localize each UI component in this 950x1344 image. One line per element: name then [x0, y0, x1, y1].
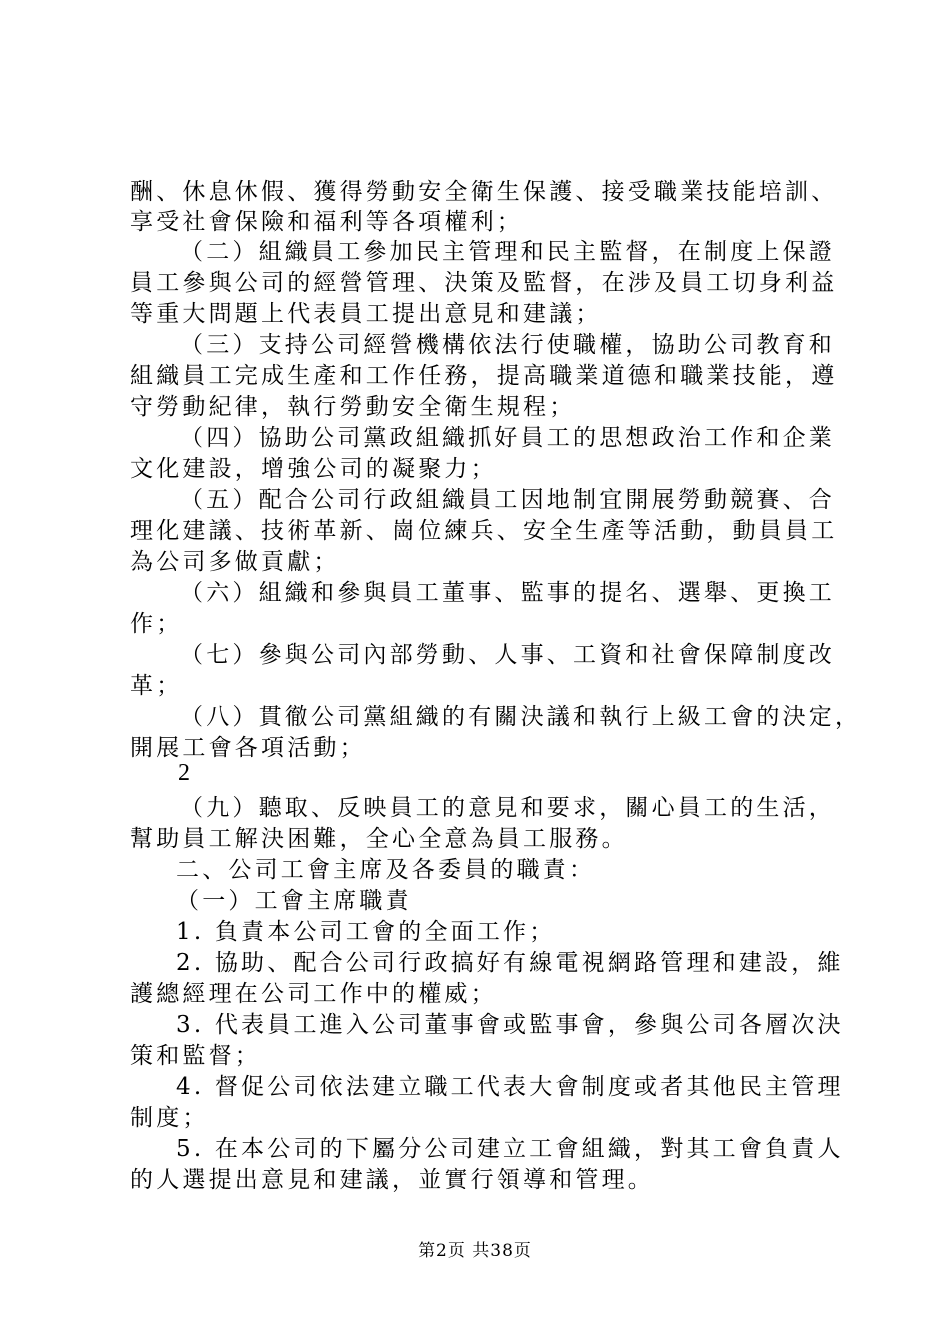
text-line: 文化建設，增強公司的凝聚力； — [130, 456, 497, 482]
text-line: 的人選提出意見和建議，並實行領導和管理。 — [130, 1167, 654, 1193]
text-line: 制度； — [130, 1105, 209, 1131]
text-line: 享受社會保險和福利等各項權利； — [130, 209, 523, 235]
page-footer: 第2页 共38页 — [418, 1241, 532, 1261]
section-heading: 二、公司工會主席及各委員的職責： — [176, 857, 596, 883]
text-line: 3. 代表員工進入公司董事會或監事會，參與公司各層次決 — [176, 1012, 844, 1038]
text-line: 革； — [130, 673, 183, 699]
text-line: （五）配合公司行政組織員工因地制宜開展勞動競賽、合 — [180, 487, 835, 513]
text-line: 為公司多做貢獻； — [130, 549, 340, 575]
text-line: 幫助員工解決困難，全心全意為員工服務。 — [130, 826, 628, 852]
inline-page-number: 2 — [178, 760, 190, 786]
text-line: （四）協助公司黨政組織抓好員工的思想政治工作和企業 — [180, 425, 835, 451]
text-line: 作； — [130, 611, 183, 637]
text-line: 理化建議、技術革新、崗位練兵、安全生產等活動，動員員工 — [130, 518, 838, 544]
text-line: （八）貫徹公司黨組織的有關決議和執行上級工會的決定， — [180, 704, 862, 730]
text-line: 等重大問題上代表員工提出意見和建議； — [130, 301, 602, 327]
text-line: 酬、休息休假、獲得勞動安全衛生保護、接受職業技能培訓、 — [130, 179, 838, 205]
text-line: 組織員工完成生產和工作任務，提高職業道德和職業技能，遵 — [130, 363, 838, 389]
text-line: 2. 協助、配合公司行政搞好有線電視網路管理和建設，維 — [176, 950, 844, 976]
text-line: （九）聽取、反映員工的意見和要求，關心員工的生活， — [180, 795, 835, 821]
text-line: 開展工會各項活動； — [130, 735, 366, 761]
text-line: （二）組織員工參加民主管理和民主監督，在制度上保證 — [180, 239, 835, 265]
text-line: 護總經理在公司工作中的權威； — [130, 981, 497, 1007]
subsection-heading: （一）工會主席職責 — [176, 888, 412, 914]
text-line: （七）參與公司內部勞動、人事、工資和社會保障制度改 — [180, 642, 835, 668]
text-line: 守勞動紀律，執行勞動安全衛生規程； — [130, 394, 576, 420]
text-line: 1. 負責本公司工會的全面工作； — [176, 919, 556, 945]
text-line: 員工參與公司的經營管理、決策及監督，在涉及員工切身利益 — [130, 270, 838, 296]
text-line: 4. 督促公司依法建立職工代表大會制度或者其他民主管理 — [176, 1074, 844, 1100]
text-line: （三）支持公司經營機構依法行使職權，協助公司教育和 — [180, 332, 835, 358]
text-line: 策和監督； — [130, 1043, 261, 1069]
text-line: （六）組織和參與員工董事、監事的提名、選舉、更換工 — [180, 580, 835, 606]
text-line: 5. 在本公司的下屬分公司建立工會組織，對其工會負責人 — [176, 1136, 844, 1162]
